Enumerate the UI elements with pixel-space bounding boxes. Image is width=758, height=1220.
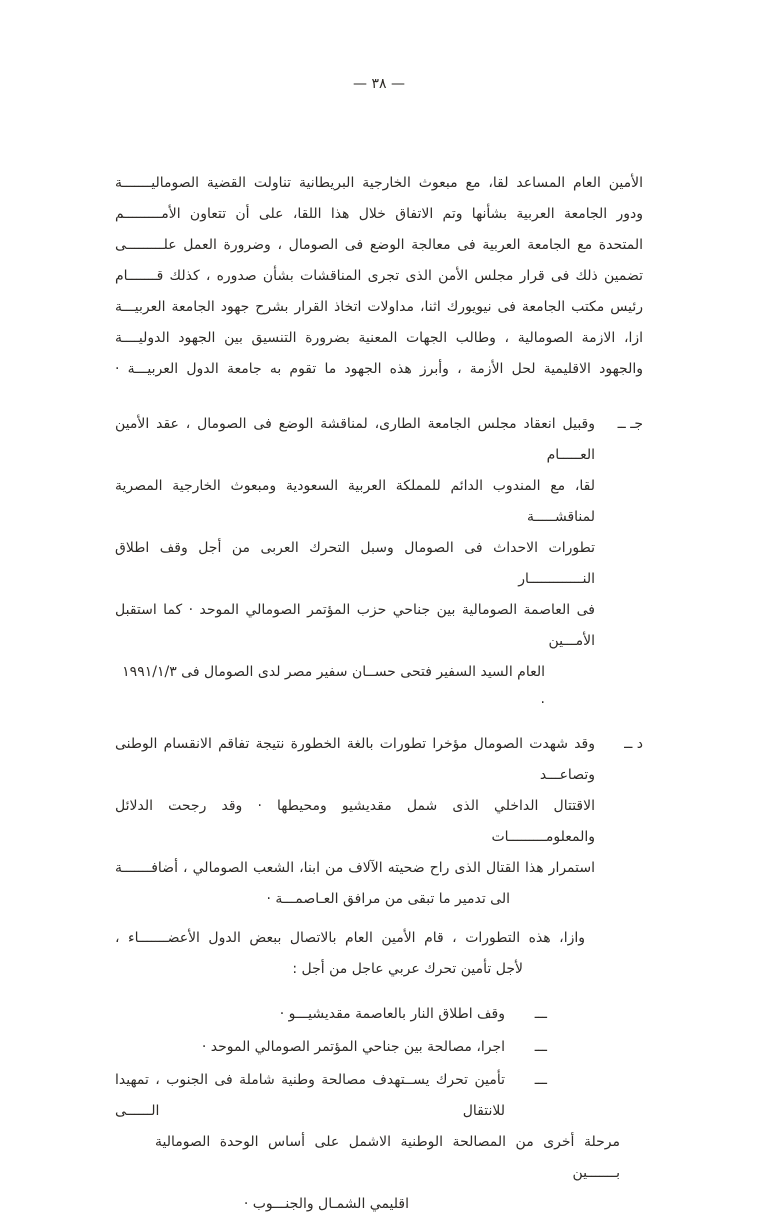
paragraph — [115, 923, 643, 985]
text-line: وقبيل انعقاد مجلس الجامعة الطارى، لمناقشة الوضع فى الصومال ، عقد الأمين العـــــام — [115, 416, 595, 463]
text-line: ودور الجامعة العربية بشأنها وتم الاتفاق خلال هذا اللقا، على أن تتعاون الأمـــــــــم — [115, 206, 643, 222]
text-line: فى العاصمة الصومالية بين جناحي حزب المؤتمر الصومالي الموحد · كما استقبل الأمـــين — [115, 602, 595, 649]
bullet-item — [115, 1065, 620, 1220]
text-line: مرحلة أخرى من المصالحة الوطنية الاشمل على أساس الوحدة الصومالية بـــــــين — [155, 1134, 620, 1181]
text-line: الأمين العام المساعد لقا، مع مبعوث الخارجية البريطانية تناولت القضية الصوماليـــــــة — [115, 175, 643, 191]
text-line: والجهود الاقليمية لحل الأزمة ، وأبرز هذه الجهود ما تقوم به جامعة الدول العربيـــة · — [115, 361, 643, 377]
paragraph — [115, 409, 643, 719]
paragraph-marker: جـ ــ — [617, 416, 643, 432]
paragraph — [115, 729, 643, 915]
text-line: تضمين ذلك فى قرار مجلس الأمن الذى تجرى المناقشات بشأن صدوره ، كذلك قـــــــام — [115, 268, 643, 284]
text-line: وازا، هذه التطورات ، قام الأمين العام بالاتصال ببعض الدول الأعضـــــــاء ، — [115, 930, 585, 946]
bullet-dash: ـــ — [534, 1072, 547, 1088]
text-line: تأمين تحرك يســتهدف مصالحة وطنية شاملة فى الجنوب ، تمهيدا للانتقال الــــــى — [115, 1072, 505, 1119]
text-line: وقد شهدت الصومال مؤخرا تطورات بالغة الخطورة نتيجة تفاقم الانقسام الوطنى وتصاعـــد — [115, 736, 595, 783]
text-line: وقف اطلاق النار بالعاصمة مقديشيـــو · — [279, 1006, 505, 1022]
text-line: العام السيد السفير فتحى حســان سفير مصر لدى الصومال فى ١٩٩١/١/٣ · — [122, 664, 545, 711]
text-line: الى تدمير ما تبقى من مرافق العـاصمـــة · — [266, 891, 510, 907]
text-line: رئيس مكتب الجامعة فى نيويورك اثنا، مداولات اتخاذ القرار بشرح جهود الجامعة العربيـــة — [115, 299, 643, 315]
text-line: لقا، مع المندوب الدائم للمملكة العربية السعودية ومبعوث الخارجية المصرية لمناقشـــــة — [115, 478, 595, 525]
text-line: الاقتتال الداخلي الذى شمل مقديشيو ومحيطها · وقد رجحت الدلائل والمعلومـــــــــات — [115, 798, 595, 845]
bullet-item — [115, 1032, 547, 1063]
text-line: ازا، الازمة الصومالية ، وطالب الجهات المعنية بضرورة التنسيق بين الجهود الدوليــــة — [115, 330, 643, 346]
text-line: لأجل تأمين تحرك عربي عاجل من أجل : — [292, 961, 523, 977]
bullet-dash: ـــ — [534, 1039, 547, 1055]
text-line: اجرا، مصالحة بين جناحي المؤتمر الصومالي الموحد · — [201, 1039, 505, 1055]
document-body — [115, 168, 643, 1220]
bullet-dash: ـــ — [534, 1006, 547, 1022]
text-line: استمرار هذا القتال الذى راح ضحيته الآلاف من ابنا، الشعب الصومالي ، أضافـــــــة — [115, 860, 595, 876]
text-line: المتحدة مع الجامعة العربية فى معالجة الوضع فى الصومال ، وضرورة العمل علـــــــــى — [115, 237, 643, 253]
page-number: — ٣٨ — — [353, 76, 405, 92]
bullet-list — [115, 999, 620, 1220]
text-line: اقليمي الشمـال والجنـــوب · — [243, 1196, 409, 1212]
paragraph-marker: د ــ — [624, 736, 643, 752]
bullet-item — [115, 999, 547, 1030]
text-line: تطورات الاحداث فى الصومال وسبل التحرك العربى من أجل وقف اطلاق النـــــــــــــار — [115, 540, 595, 587]
paragraph — [115, 168, 643, 385]
